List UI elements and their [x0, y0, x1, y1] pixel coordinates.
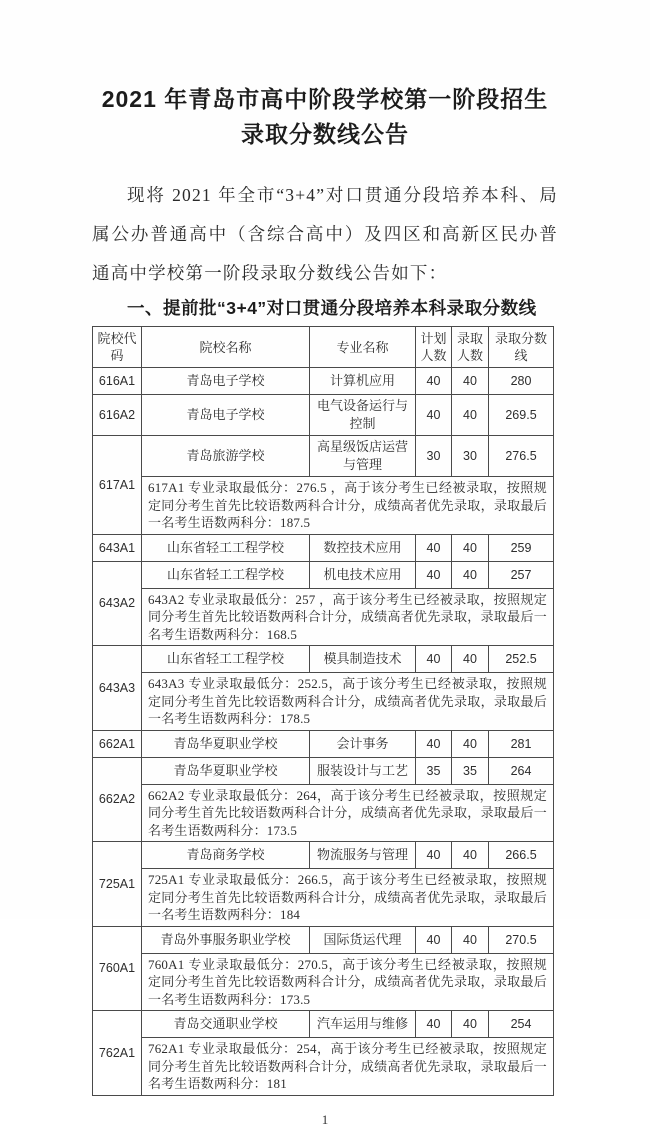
- cell-admission-note: 760A1 专业录取最低分：270.5，高于该分考生已经被录取，按照规定同分考生首先比较语数两科合计分，成绩高者优先录取，录取最后一名考生语数两科分：173.5: [142, 953, 554, 1011]
- cell-school-code: 643A1: [93, 534, 142, 561]
- table-row: [93, 1011, 554, 1038]
- cell-score-line: 266.5: [489, 842, 554, 869]
- cell-admitted-count: 40: [452, 926, 489, 953]
- cell-school-code: 662A2: [93, 757, 142, 842]
- cell-plan-count: 40: [416, 646, 452, 673]
- cell-plan-count: 40: [416, 395, 452, 436]
- cell-score-line: 259: [489, 534, 554, 561]
- table-row: [93, 646, 554, 673]
- cell-school-name: 青岛电子学校: [142, 368, 310, 395]
- table-note-row: [93, 869, 554, 927]
- column-header: 院校代码: [93, 327, 142, 368]
- cell-score-line: 269.5: [489, 395, 554, 436]
- intro-paragraph: 现将 2021 年全市“3+4”对口贯通分段培养本科、局属公办普通高中（含综合高中）及四区和高新区民办普通高中学校第一阶段录取分数线公告如下：: [92, 185, 558, 283]
- table-header-row: [93, 327, 554, 368]
- cell-plan-count: 40: [416, 730, 452, 757]
- cell-score-line: 252.5: [489, 646, 554, 673]
- table-note-row: [93, 673, 554, 731]
- table-note-row: [93, 588, 554, 646]
- table-row: [93, 842, 554, 869]
- cell-score-line: 264: [489, 757, 554, 784]
- cell-score-line: 270.5: [489, 926, 554, 953]
- cell-major-name: 计算机应用: [310, 368, 416, 395]
- cell-plan-count: 40: [416, 842, 452, 869]
- cell-school-name: 山东省轻工工程学校: [142, 646, 310, 673]
- cell-major-name: 服装设计与工艺: [310, 757, 416, 784]
- cell-school-code: 643A3: [93, 646, 142, 731]
- cell-admission-note: 643A2 专业录取最低分：257 ，高于该分考生已经被录取，按照规定同分考生首先比较语数两科合计分，成绩高者优先录取，录取最后一名考生语数两科分：168.5: [142, 588, 554, 646]
- cell-admitted-count: 30: [452, 436, 489, 477]
- cell-school-name: 山东省轻工工程学校: [142, 561, 310, 588]
- cell-admitted-count: 40: [452, 646, 489, 673]
- table-note-row: [93, 1038, 554, 1096]
- column-header: 录取人数: [452, 327, 489, 368]
- table-row: [93, 757, 554, 784]
- table-row: [93, 926, 554, 953]
- cell-school-name: 青岛电子学校: [142, 395, 310, 436]
- cell-admitted-count: 40: [452, 1011, 489, 1038]
- cell-school-name: 青岛外事服务职业学校: [142, 926, 310, 953]
- document-title-line2: 录取分数线公告: [241, 121, 409, 147]
- cell-admitted-count: 35: [452, 757, 489, 784]
- cell-major-name: 国际货运代理: [310, 926, 416, 953]
- cell-major-name: 汽车运用与维修: [310, 1011, 416, 1038]
- cell-school-code: 662A1: [93, 730, 142, 757]
- cell-plan-count: 40: [416, 561, 452, 588]
- cell-school-name: 青岛商务学校: [142, 842, 310, 869]
- cell-school-code: 617A1: [93, 436, 142, 535]
- cell-score-line: 281: [489, 730, 554, 757]
- table-row: [93, 730, 554, 757]
- column-header: 录取分数线: [489, 327, 554, 368]
- cell-school-name: 青岛华夏职业学校: [142, 757, 310, 784]
- column-header: 院校名称: [142, 327, 310, 368]
- cell-school-code: 725A1: [93, 842, 142, 927]
- page-number: 1: [321, 1111, 329, 1127]
- cell-major-name: 物流服务与管理: [310, 842, 416, 869]
- cell-school-name: 山东省轻工工程学校: [142, 534, 310, 561]
- table-row: [93, 395, 554, 436]
- column-header: 计划人数: [416, 327, 452, 368]
- cell-admitted-count: 40: [452, 561, 489, 588]
- cell-admission-note: 725A1 专业录取最低分：266.5，高于该分考生已经被录取，按照规定同分考生首先比较语数两科合计分，成绩高者优先录取，录取最后一名考生语数两科分：184: [142, 869, 554, 927]
- cell-major-name: 高星级饭店运营与管理: [310, 436, 416, 477]
- cell-major-name: 模具制造技术: [310, 646, 416, 673]
- cell-school-name: 青岛交通职业学校: [142, 1011, 310, 1038]
- cell-major-name: 数控技术应用: [310, 534, 416, 561]
- cell-school-code: 616A1: [93, 368, 142, 395]
- admission-score-table: [92, 326, 554, 1096]
- cell-major-name: 机电技术应用: [310, 561, 416, 588]
- cell-school-code: 643A2: [93, 561, 142, 646]
- cell-score-line: 254: [489, 1011, 554, 1038]
- cell-admission-note: 762A1 专业录取最低分：254，高于该分考生已经被录取，按照规定同分考生首先比较语数两科合计分，成绩高者优先录取，录取最后一名考生语数两科分：181: [142, 1038, 554, 1096]
- cell-school-code: 760A1: [93, 926, 142, 1011]
- cell-admission-note: 617A1 专业录取最低分：276.5 ，高于该分考生已经被录取，按照规定同分考生首先比较语数两科合计分，成绩高者优先录取，录取最后一名考生语数两科分：187.5: [142, 477, 554, 535]
- cell-admitted-count: 40: [452, 395, 489, 436]
- column-header: 专业名称: [310, 327, 416, 368]
- cell-admission-note: 643A3 专业录取最低分：252.5，高于该分考生已经被录取，按照规定同分考生首先比较语数两科合计分，成绩高者优先录取，录取最后一名考生语数两科分：178.5: [142, 673, 554, 731]
- cell-score-line: 276.5: [489, 436, 554, 477]
- cell-plan-count: 40: [416, 534, 452, 561]
- cell-school-name: 青岛华夏职业学校: [142, 730, 310, 757]
- cell-admitted-count: 40: [452, 368, 489, 395]
- table-row: [93, 368, 554, 395]
- cell-admitted-count: 40: [452, 534, 489, 561]
- cell-plan-count: 40: [416, 1011, 452, 1038]
- section-heading: 一、提前批“3+4”对口贯通分段培养本科录取分数线: [127, 298, 537, 318]
- cell-plan-count: 40: [416, 368, 452, 395]
- cell-school-name: 青岛旅游学校: [142, 436, 310, 477]
- cell-admitted-count: 40: [452, 842, 489, 869]
- cell-school-code: 616A2: [93, 395, 142, 436]
- table-note-row: [93, 784, 554, 842]
- table-row: [93, 561, 554, 588]
- cell-plan-count: 40: [416, 926, 452, 953]
- cell-school-code: 762A1: [93, 1011, 142, 1096]
- document-title: [92, 82, 558, 152]
- cell-major-name: 会计事务: [310, 730, 416, 757]
- table-row: [93, 436, 554, 477]
- cell-major-name: 电气设备运行与控制: [310, 395, 416, 436]
- table-note-row: [93, 953, 554, 1011]
- document-title-line1: 2021 年青岛市高中阶段学校第一阶段招生: [101, 86, 549, 112]
- cell-plan-count: 35: [416, 757, 452, 784]
- cell-admission-note: 662A2 专业录取最低分：264，高于该分考生已经被录取，按照规定同分考生首先比较语数两科合计分，成绩高者优先录取，录取最后一名考生语数两科分：173.5: [142, 784, 554, 842]
- table-note-row: [93, 477, 554, 535]
- table-row: [93, 534, 554, 561]
- cell-plan-count: 30: [416, 436, 452, 477]
- cell-admitted-count: 40: [452, 730, 489, 757]
- cell-score-line: 280: [489, 368, 554, 395]
- cell-score-line: 257: [489, 561, 554, 588]
